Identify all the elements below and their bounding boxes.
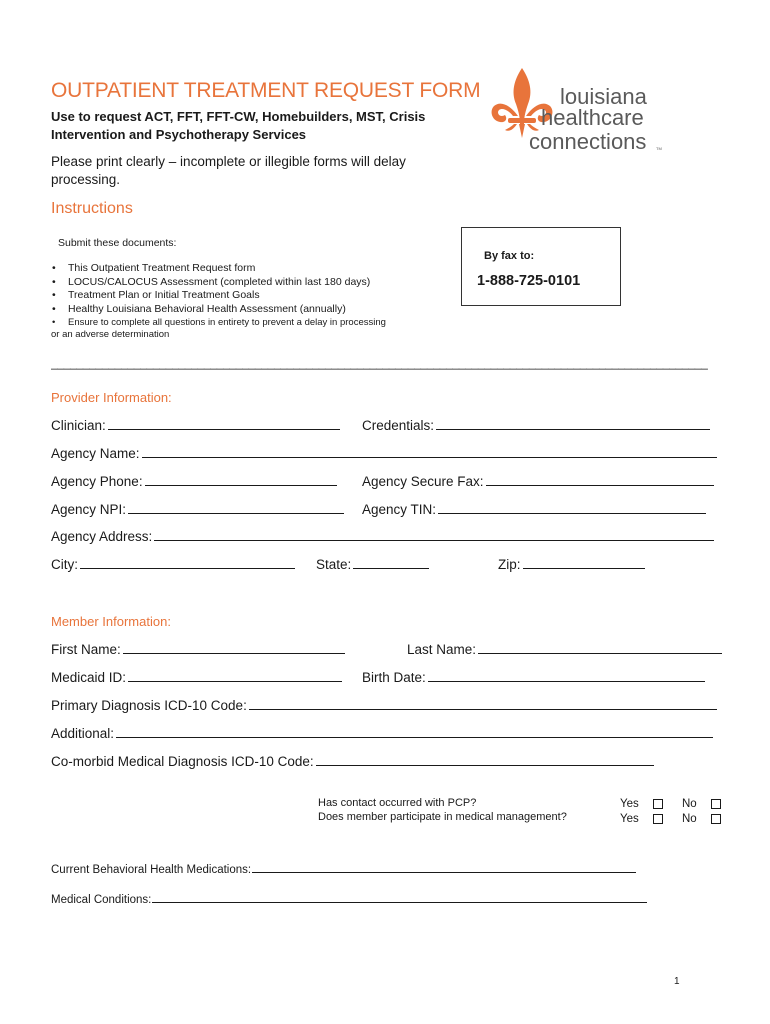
first-name-line[interactable] <box>123 642 345 654</box>
primary-diagnosis-label: Primary Diagnosis ICD-10 Code: <box>51 698 247 713</box>
pcp-yes-checkbox[interactable] <box>653 799 663 809</box>
comorbid-label: Co-morbid Medical Diagnosis ICD-10 Code: <box>51 754 314 769</box>
medical-yes-option[interactable] <box>620 812 663 826</box>
pcp-no-checkbox[interactable] <box>711 799 721 809</box>
agency-npi-field[interactable] <box>51 502 344 517</box>
logo-text-louisiana: louisiana <box>560 84 647 109</box>
birth-date-line[interactable] <box>428 670 705 682</box>
agency-address-field[interactable] <box>51 529 714 544</box>
state-label: State: <box>316 557 352 572</box>
member-info-heading: Member Information: <box>51 614 171 629</box>
agency-npi-line[interactable] <box>128 502 344 514</box>
instructions-continuation: or an adverse determination <box>51 329 170 340</box>
list-item: • Healthy Louisiana Behavioral Health Assessment (annually) <box>52 303 432 317</box>
no-label: No <box>682 813 697 825</box>
agency-phone-field[interactable] <box>51 474 337 489</box>
list-item: • LOCUS/CALOCUS Assessment (completed within last 180 days) <box>52 276 432 290</box>
primary-diagnosis-field[interactable] <box>51 698 717 713</box>
fax-number: 1-888-725-0101 <box>477 273 581 289</box>
state-line[interactable] <box>353 557 429 569</box>
agency-tin-line[interactable] <box>438 502 706 514</box>
medical-no-checkbox[interactable] <box>711 814 721 824</box>
agency-address-label: Agency Address: <box>51 529 153 544</box>
state-field[interactable] <box>316 557 429 572</box>
first-name-label: First Name: <box>51 642 121 657</box>
page-number: 1 <box>674 976 680 987</box>
credentials-line[interactable] <box>436 418 710 430</box>
city-field[interactable] <box>51 557 295 572</box>
agency-tin-field[interactable] <box>362 502 706 517</box>
section-divider: _______________________________________________________________________________________________________ <box>51 356 708 370</box>
logo-trademark: TM <box>656 146 662 151</box>
zip-label: Zip: <box>498 557 521 572</box>
agency-name-field[interactable] <box>51 446 717 461</box>
pcp-yes-option[interactable] <box>620 797 663 811</box>
clinician-line[interactable] <box>108 418 340 430</box>
medical-conditions-label: Medical Conditions: <box>51 894 152 906</box>
medical-no-option[interactable] <box>682 812 721 826</box>
print-clearly-note: Please print clearly – incomplete or illegible forms will delay processing. <box>51 154 406 187</box>
required-documents-list <box>52 262 432 330</box>
agency-fax-label: Agency Secure Fax: <box>362 474 484 489</box>
birth-date-label: Birth Date: <box>362 670 426 685</box>
medications-line[interactable] <box>252 862 636 873</box>
first-name-field[interactable] <box>51 642 345 657</box>
agency-npi-label: Agency NPI: <box>51 502 127 517</box>
no-label: No <box>682 798 697 810</box>
additional-line[interactable] <box>116 726 713 738</box>
last-name-label: Last Name: <box>407 642 477 657</box>
primary-diagnosis-line[interactable] <box>249 698 717 710</box>
credentials-field[interactable] <box>362 418 710 433</box>
submit-documents-label: Submit these documents: <box>58 237 177 249</box>
yes-label: Yes <box>620 813 639 825</box>
logo-text-connections: connections <box>529 129 647 154</box>
logo-text-healthcare: healthcare <box>541 105 644 130</box>
louisiana-healthcare-connections-logo <box>489 66 667 156</box>
medications-label: Current Behavioral Health Medications: <box>51 864 252 876</box>
fleur-de-lis-icon <box>489 66 667 156</box>
agency-phone-line[interactable] <box>145 474 337 486</box>
agency-fax-field[interactable] <box>362 474 714 489</box>
provider-info-heading: Provider Information: <box>51 390 172 405</box>
last-name-field[interactable] <box>407 642 722 657</box>
zip-line[interactable] <box>523 557 645 569</box>
additional-diagnosis-field[interactable] <box>51 726 713 741</box>
comorbid-line[interactable] <box>316 754 654 766</box>
birth-date-field[interactable] <box>362 670 705 685</box>
agency-phone-label: Agency Phone: <box>51 474 143 489</box>
form-title: OUTPATIENT TREATMENT REQUEST FORM <box>51 79 481 102</box>
credentials-label: Credentials: <box>362 418 435 433</box>
medicaid-id-line[interactable] <box>128 670 342 682</box>
zip-field[interactable] <box>498 557 645 572</box>
list-item: • Treatment Plan or Initial Treatment Goals <box>52 289 432 303</box>
instructions-heading: Instructions <box>51 200 133 217</box>
agency-fax-line[interactable] <box>486 474 714 486</box>
agency-address-line[interactable] <box>154 529 714 541</box>
yes-label: Yes <box>620 798 639 810</box>
list-item: • Ensure to complete all questions in entirety to prevent a delay in processing <box>52 316 432 330</box>
medical-conditions-line[interactable] <box>152 892 647 903</box>
comorbid-diagnosis-field[interactable] <box>51 754 654 769</box>
medical-management-question: Does member participate in medical management? <box>318 811 567 823</box>
pcp-contact-question: Has contact occurred with PCP? <box>318 797 477 809</box>
form-subtitle: Use to request ACT, FFT, FFT-CW, Homebuilders, MST, Crisis Intervention and Psychotherapy Services <box>51 109 426 142</box>
agency-tin-label: Agency TIN: <box>362 502 437 517</box>
medical-yes-checkbox[interactable] <box>653 814 663 824</box>
agency-name-line[interactable] <box>142 446 717 458</box>
fax-label: By fax to: <box>484 250 535 262</box>
medications-field[interactable] <box>51 862 636 876</box>
clinician-label: Clinician: <box>51 418 106 433</box>
last-name-line[interactable] <box>478 642 722 654</box>
city-label: City: <box>51 557 78 572</box>
medicaid-id-label: Medicaid ID: <box>51 670 127 685</box>
medical-conditions-field[interactable] <box>51 892 647 906</box>
additional-label: Additional: <box>51 726 115 741</box>
city-line[interactable] <box>80 557 295 569</box>
fax-box <box>461 227 621 306</box>
agency-name-label: Agency Name: <box>51 446 140 461</box>
pcp-no-option[interactable] <box>682 797 721 811</box>
medicaid-id-field[interactable] <box>51 670 342 685</box>
clinician-field[interactable] <box>51 418 340 433</box>
list-item: • This Outpatient Treatment Request form <box>52 262 432 276</box>
